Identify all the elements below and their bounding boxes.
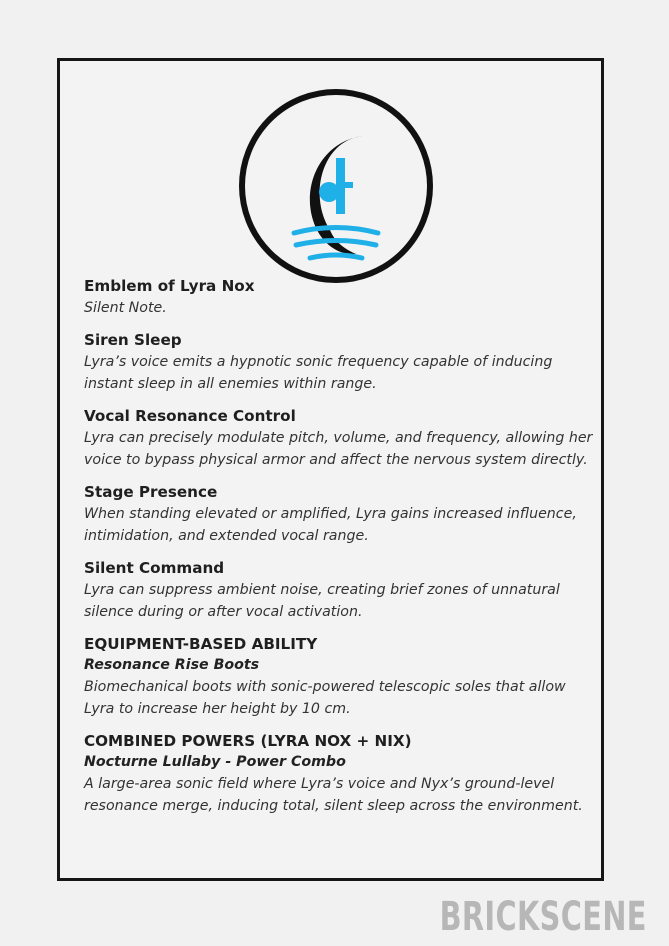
- brickscene-watermark: BRICKSCENE: [439, 894, 647, 940]
- section-description: When standing elevated or amplified, Lyra gains increased influence, intimidation, and extended vocal range.: [84, 505, 577, 544]
- section-description: Biomechanical boots with sonic-powered telescopic soles that allow Lyra to increase her height by 10 cm.: [84, 678, 566, 717]
- section-stage-presence: [84, 481, 594, 548]
- section-description: A large-area sonic field where Lyra’s voice and Nyx’s ground-level resonance merge, inducing total, silent sleep across the environment.: [84, 775, 583, 814]
- section-title: COMBINED POWERS (LYRA NOX + NIX): [84, 731, 412, 750]
- section-title: Siren Sleep: [84, 330, 182, 349]
- section-title: Silent Command: [84, 558, 225, 577]
- abilities-list: [84, 275, 594, 827]
- section-emblem: [84, 275, 594, 320]
- section-description: Lyra can suppress ambient noise, creating brief zones of unnatural silence during or after vocal activation.: [84, 581, 560, 620]
- lyra-nox-emblem-icon: [238, 88, 434, 284]
- section-title: Emblem of Lyra Nox: [84, 277, 255, 295]
- ability-card: [57, 58, 604, 881]
- section-subtitle: Resonance Rise Boots: [84, 656, 260, 673]
- section-title: Stage Presence: [84, 482, 218, 501]
- section-title: EQUIPMENT-BASED ABILITY: [84, 634, 318, 653]
- section-silent-command: [84, 557, 594, 624]
- section-title: Vocal Resonance Control: [84, 406, 296, 425]
- section-description: Lyra can precisely modulate pitch, volume, and frequency, allowing her voice to bypass physical armor and affect the nervous system directly.: [84, 429, 593, 468]
- section-vocal-resonance: [84, 405, 594, 472]
- section-description: Lyra’s voice emits a hypnotic sonic frequency capable of inducing instant sleep in all enemies within range.: [84, 353, 553, 392]
- section-subtitle: Nocturne Lullaby - Power Combo: [84, 753, 346, 770]
- section-siren-sleep: [84, 329, 594, 396]
- section-equipment-ability: [84, 633, 594, 721]
- section-combined-powers: [84, 730, 594, 818]
- section-description: Silent Note.: [84, 300, 167, 316]
